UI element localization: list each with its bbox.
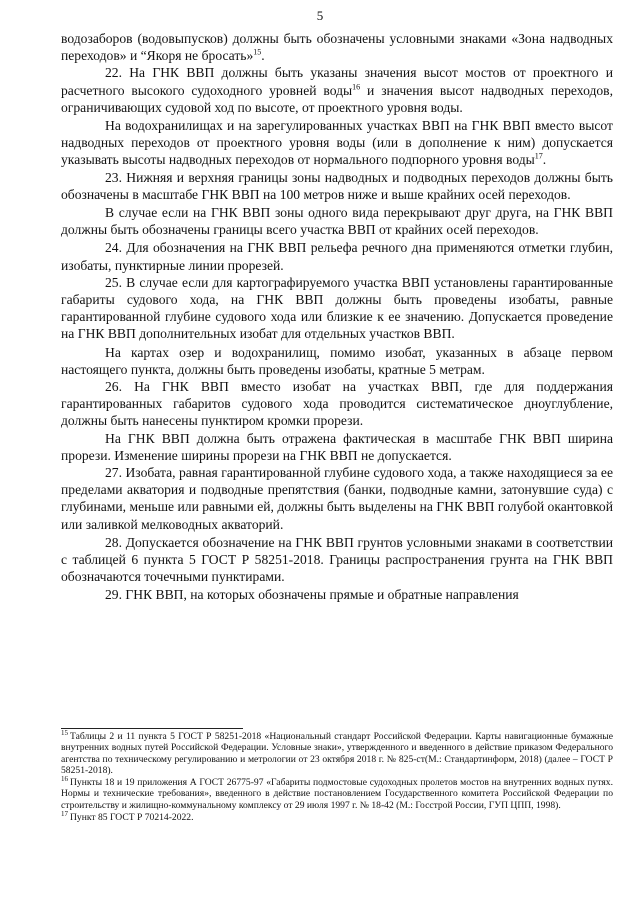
paragraph-22: 22. На ГНК ВВП должны быть указаны значения высот мостов от проектного и расчетного высокого судоходного уровней воды$^{16}$ и значения высот надводных переходов, ограничивающих судовой ход по высоте, от проектного уровня воды. <box>61 65 613 115</box>
paragraph-continuation: водозаборов (водовыпусков) должны быть обозначены условными знаками «Зона надводных переходов» и “Якоря не бросать»$^{15}$. <box>61 31 613 64</box>
paragraph-26: 26. На ГНК ВВП вместо изобат на участках ВВП, где для поддержания гарантированных габаритов судового хода проводится систематическое дноуглубление, должны быть нанесены пунктиром кромки прорези. <box>61 379 613 429</box>
paragraph-22-reservoirs: На водохранилищах и на зарегулированных участках ВВП на ГНК ВВП вместо высот надводных переходов от проектного уровня воды (или в дополнение к ним) допускается указывать высоты надводных переходов от нормального подпорного уровня воды$^{17}$. <box>61 118 613 168</box>
paragraph-25-lakes: На картах озер и водохранилищ, помимо изобат, указанных в абзаце первом настоящего пункта, должны быть проведены изобаты, кратные 5 метрам. <box>61 344 613 377</box>
footnote-number: 16 <box>61 775 68 783</box>
footnote-ref: 17 <box>534 151 543 161</box>
paragraph-25: 25. В случае если для картографируемого участка ВВП установлены гарантированные габариты судового хода, на ГНК ВВП должны быть проведены изобаты, равные гарантированной глубине судового хода или близкие к ее значению. Допускается проведение на ГНК ВВП дополнительных изобат для отдельных участков ВВП. <box>61 274 613 342</box>
footnote-16: $^{16}$ Пункты 18 и 19 приложения А ГОСТ 26775-97 «Габариты подмостовые судоходных пролетов мостов на внутренних водных путях. Нормы и технические требования», введенного в действие постановлением Государственного комитета Российской Федерации по строительству и жилищно-коммунальному комплексу от 29 июля 1997 г. № 18-42 (М.: Госстрой России, ГУП ЦПП, 1998). <box>61 775 613 811</box>
document-body <box>61 30 613 603</box>
footnote-15: $^{15}$ Таблицы 2 и 11 пункта 5 ГОСТ Р 58251-2018 «Национальный стандарт Российской Федерации. Карты навигационные бумажные внутренних водных путей Российской Федерации. Условные знаки», утвержденного и введенного в действие приказом Федерального агентства по техническому регулированию и метрологии от 23 октября 2018 г. № 825-ст(М.: Стандартинформ, 2018) (далее – ГОСТ Р 58251-2018). <box>61 728 613 776</box>
paragraph-27: 27. Изобата, равная гарантированной глубине судового хода, а также находящиеся за ее пределами акватория и подводные препятствия (банки, подводные камни, затонувшие суда) с глубинами, меньше или равными ей, должны быть выделены на ГНК ВВП голубой окантовкой или заливкой мелководных акваторий. <box>61 465 613 532</box>
footnote-number: 17 <box>61 809 68 818</box>
paragraph-28: 28. Допускается обозначение на ГНК ВВП грунтов условными знаками в соответствии с таблицей 6 пункта 5 ГОСТ Р 58251-2018. Границы распространения грунта на ГНК ВВП обозначаются точечными пунктирами. <box>61 534 613 585</box>
paragraph-29: 29. ГНК ВВП, на которых обозначены прямые и обратные направления <box>105 586 519 602</box>
footnotes <box>61 728 613 824</box>
footnote-separator <box>61 728 243 729</box>
paragraph-26-width: На ГНК ВВП должна быть отражена фактическая в масштабе ГНК ВВП ширина прорези. Изменение ширины прорези на ГНК ВВП не допускается. <box>61 430 613 463</box>
page-number: 5 <box>316 8 324 23</box>
footnote-number: 15 <box>61 728 68 737</box>
footnote-17: $^{17}$ Пункт 85 ГОСТ Р 70214-2022. <box>61 809 194 824</box>
footnote-ref: 16 <box>352 82 361 92</box>
footnote-ref: 15 <box>253 47 262 57</box>
paragraph-23-overlap: В случае если на ГНК ВВП зоны одного вида перекрывают друг друга, на ГНК ВВП должны быть обозначены границы всего участка ВВП от крайних осей переходов. <box>61 205 613 238</box>
paragraph-23: 23. Нижняя и верхняя границы зоны надводных и подводных переходов должны быть обозначены в масштабе ГНК ВВП на 100 метров ниже и выше крайних осей переходов. <box>61 169 613 202</box>
paragraph-24: 24. Для обозначения на ГНК ВВП рельефа речного дна применяются отметки глубин, изобаты, пунктирные линии прорезей. <box>61 240 613 273</box>
